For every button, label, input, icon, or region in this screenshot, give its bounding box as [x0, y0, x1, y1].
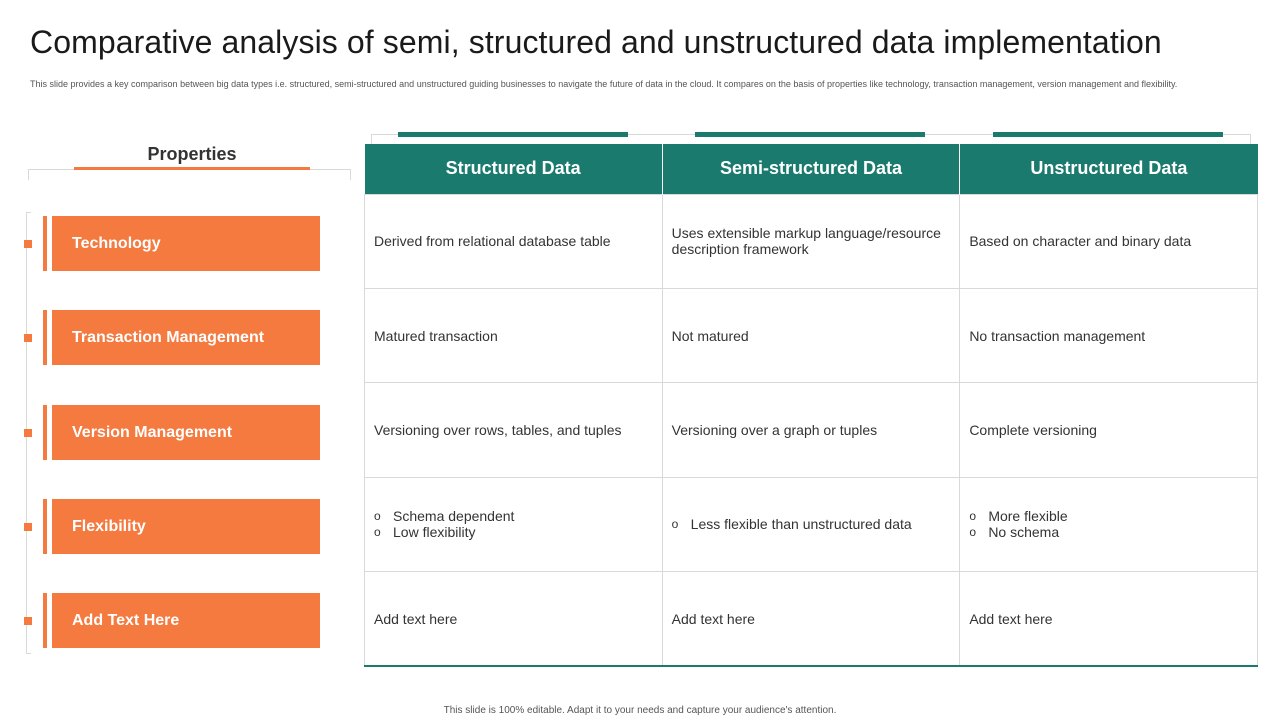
bullet-item	[374, 508, 653, 524]
table-cell: Add text here	[960, 572, 1258, 666]
table-cell	[960, 477, 1258, 571]
bullet-text: Low flexibility	[393, 524, 476, 541]
bullet-marker: o	[969, 509, 976, 524]
table-row	[365, 383, 1258, 477]
column-header-unstructured: Unstructured Data	[960, 144, 1258, 194]
property-stripe	[43, 499, 47, 554]
bullet-marker: o	[671, 517, 679, 532]
column-accent-bar	[695, 132, 925, 137]
comparison-table	[364, 144, 1258, 667]
table-cell: Versioning over a graph or tuples	[662, 383, 960, 477]
bullet-text: Less flexible than unstructured data	[690, 516, 912, 533]
property-marker	[24, 523, 32, 531]
table-header-row	[365, 144, 1258, 194]
bullet-marker: o	[374, 525, 381, 540]
table-cell: Uses extensible markup language/resource description framework	[662, 194, 960, 288]
column-header-semi-structured: Semi-structured Data	[662, 144, 960, 194]
table-cell	[365, 477, 663, 571]
table-cell: Not matured	[662, 288, 960, 382]
slide-title: Comparative analysis of semi, structured and unstructured data implementation	[30, 24, 1162, 60]
table-row	[365, 477, 1258, 571]
column-header-structured: Structured Data	[365, 144, 663, 194]
property-flexibility	[24, 499, 324, 554]
property-stripe	[43, 405, 47, 460]
slide-subtitle: This slide provides a key comparison between big data types i.e. structured, semi-structured and unstructured guiding businesses to navigate the future of data in the cloud. It compares on the basis of properties like technology, transaction management, version management and flexibility.	[30, 79, 1178, 89]
table-row	[365, 572, 1258, 666]
property-stripe	[43, 216, 47, 271]
properties-heading: Properties	[147, 144, 237, 164]
bullet-marker: o	[374, 509, 381, 524]
table-cell: No transaction management	[960, 288, 1258, 382]
properties-frame	[28, 169, 351, 180]
table-cell: Complete versioning	[960, 383, 1258, 477]
property-label: Technology	[52, 216, 320, 271]
bullet-text: More flexible	[988, 508, 1068, 525]
property-version-management	[24, 405, 324, 460]
properties-underline	[74, 167, 310, 170]
bullet-item	[969, 524, 1248, 540]
property-add-text	[24, 593, 324, 648]
bullet-marker: o	[969, 525, 976, 540]
table-cell: Add text here	[662, 572, 960, 666]
slide-footer: This slide is 100% editable. Adapt it to your needs and capture your audience's attention.	[443, 705, 837, 716]
property-label: Add Text Here	[52, 593, 320, 648]
property-label: Version Management	[52, 405, 320, 460]
table-cell: Based on character and binary data	[960, 194, 1258, 288]
table-cell: Derived from relational database table	[365, 194, 663, 288]
property-technology	[24, 216, 324, 271]
column-accent-bar	[398, 132, 628, 137]
property-marker	[24, 429, 32, 437]
property-transaction-management	[24, 310, 324, 365]
property-marker	[24, 240, 32, 248]
table-row	[365, 194, 1258, 288]
property-label: Transaction Management	[52, 310, 320, 365]
property-marker	[24, 617, 32, 625]
table-row	[365, 288, 1258, 382]
bullet-item	[374, 524, 653, 540]
bullet-text: No schema	[988, 524, 1060, 541]
table-cell: Add text here	[365, 572, 663, 666]
property-stripe	[43, 310, 47, 365]
bullet-item	[672, 516, 951, 532]
property-stripe	[43, 593, 47, 648]
table-cell: Matured transaction	[365, 288, 663, 382]
property-label: Flexibility	[52, 499, 320, 554]
column-accent-bar	[993, 132, 1223, 137]
table-cell: Versioning over rows, tables, and tuples	[365, 383, 663, 477]
table-cell	[662, 477, 960, 571]
bullet-item	[969, 508, 1248, 524]
property-marker	[24, 334, 32, 342]
bullet-text: Schema dependent	[393, 508, 515, 525]
